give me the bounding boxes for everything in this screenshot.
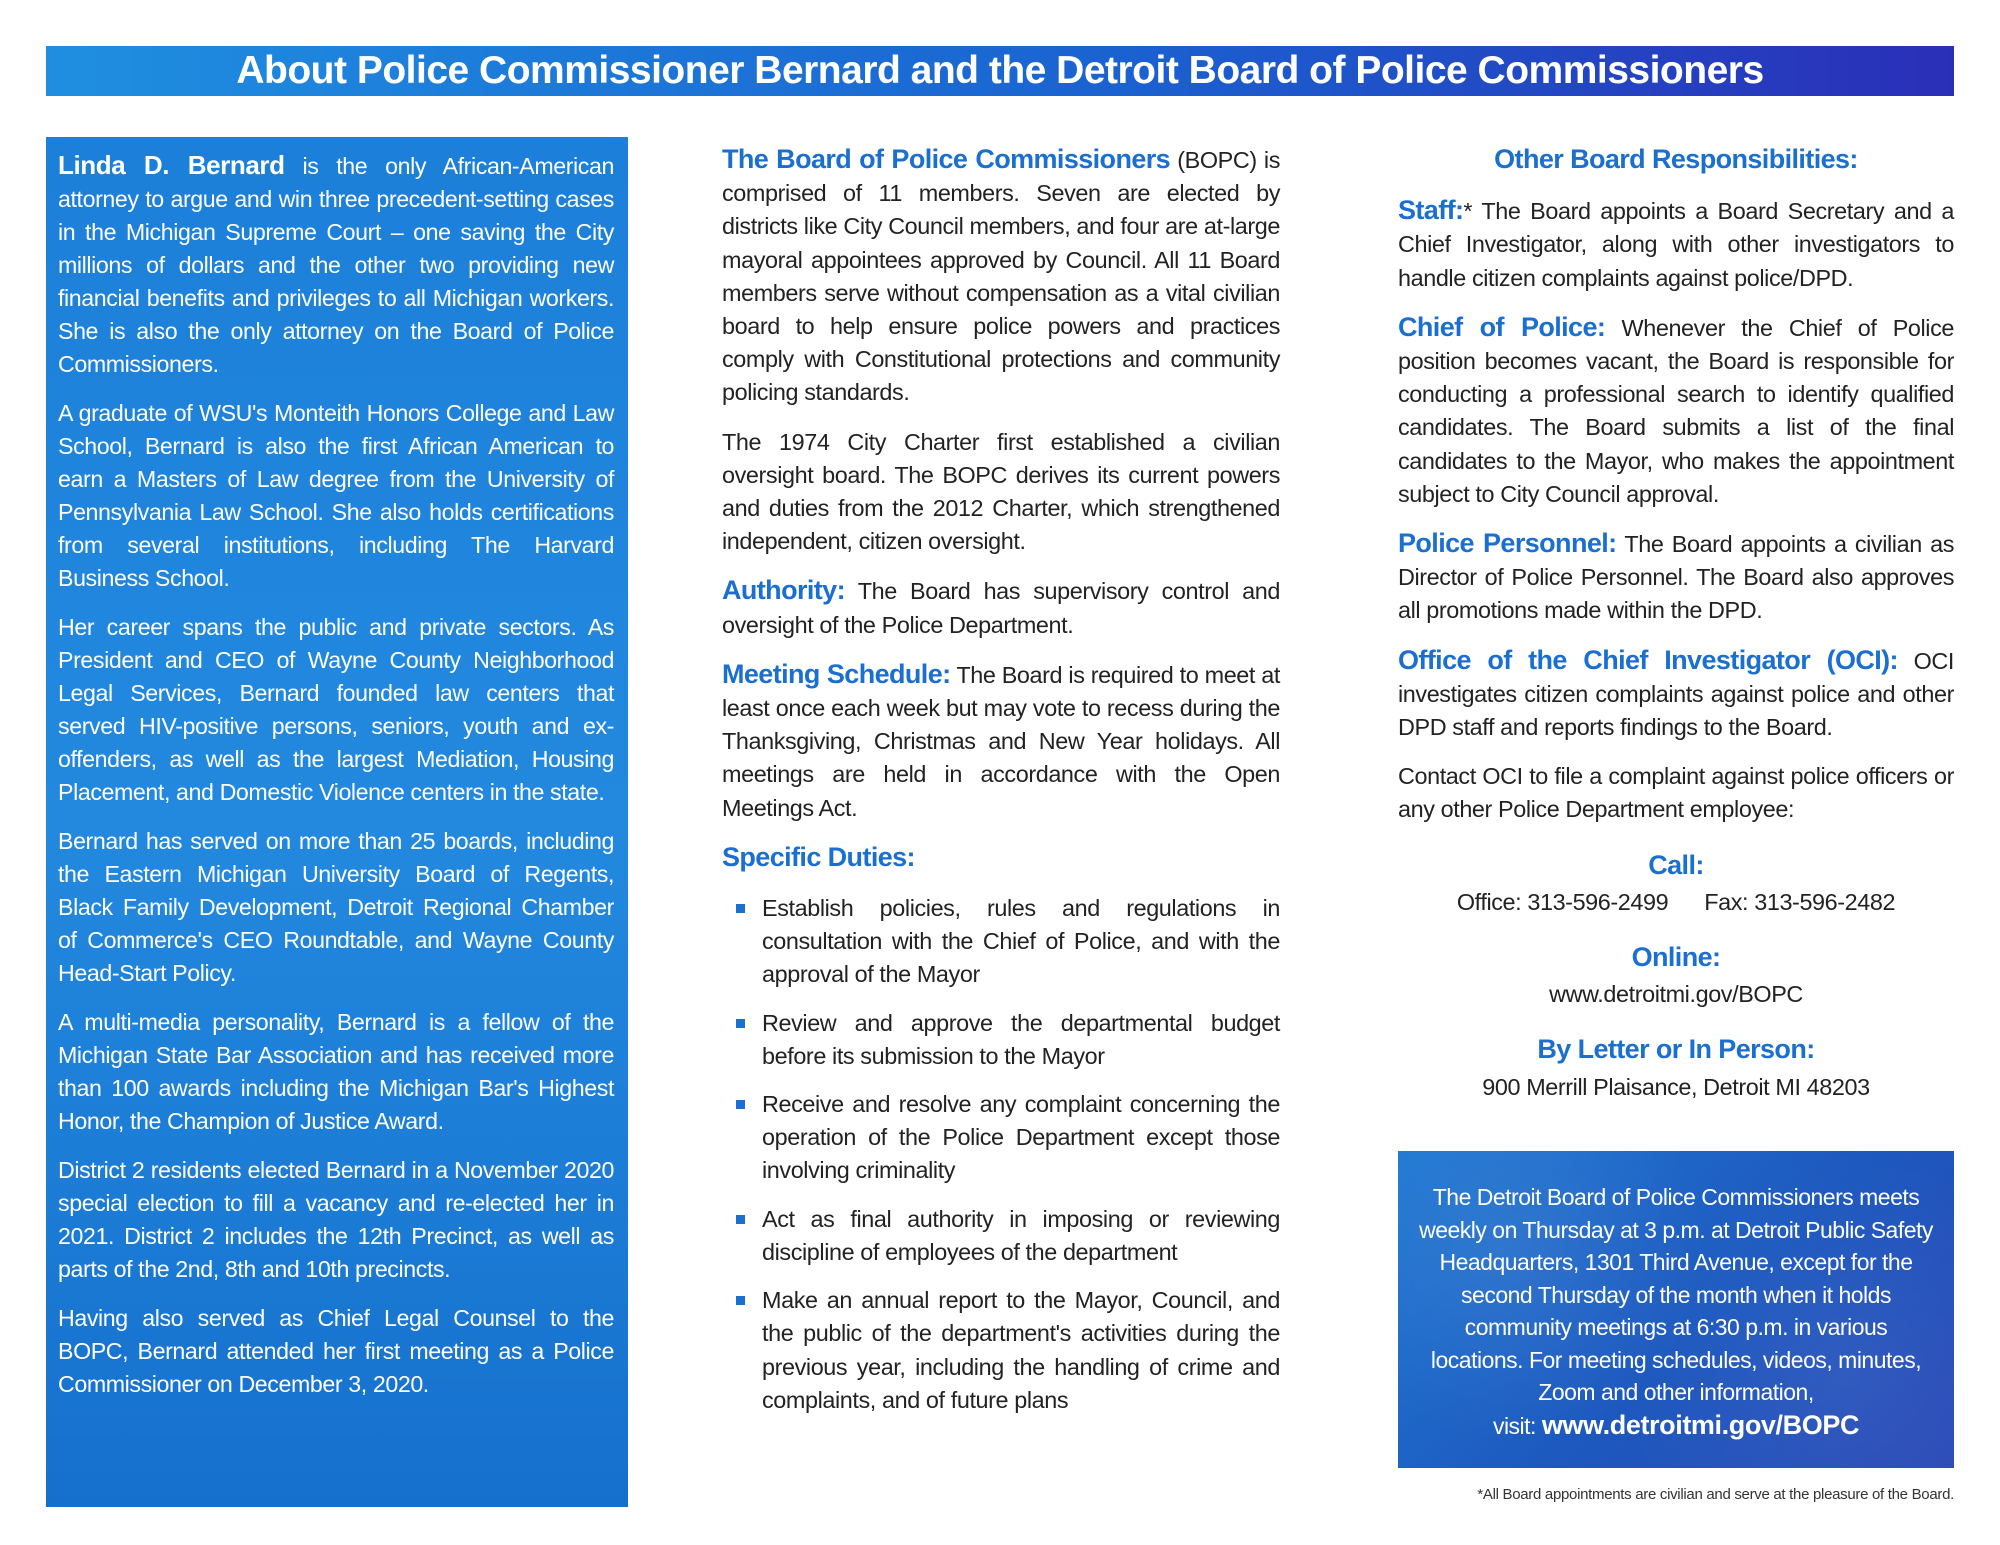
duty-text: Act as final authority in imposing or reviewing discipline of employees of the department (762, 1205, 1280, 1265)
duty-text: Make an annual report to the Mayor, Council, and the public of the department's activities during the previous year, including the handling of crime and complaints, and of future plans (762, 1287, 1280, 1413)
duty-text: Establish policies, rules and regulations in consultation with the Chief of Police, and with the approval of the Mayor (762, 895, 1280, 988)
contact-block (1398, 849, 1954, 1104)
bullet-icon (736, 1215, 745, 1224)
bopc-description (722, 143, 1280, 410)
online-heading: Online: (1631, 942, 1721, 973)
list-item (732, 892, 1280, 992)
call-heading: Call: (1648, 849, 1704, 880)
bio-paragraph-education: A graduate of WSU's Monteith Honors College and Law School, Bernard is also the first African American to earn a Masters of Law degree from the University of Pennsylvania Law School. She also holds certifications from several institutions, including The Harvard Business School. (58, 400, 614, 591)
notice-link[interactable]: www.detroitmi.gov/BOPC (1541, 1409, 1860, 1440)
oci-heading: Office of the Chief Investigator (OCI): (1398, 644, 1898, 675)
bullet-icon (736, 1019, 745, 1028)
duties-list (732, 892, 1280, 1417)
staff-text: * The Board appoints a Board Secretary and a Chief Investigator, along with other investigators to handle citizen complaints against police/DPD. (1398, 198, 1954, 291)
bio-paragraph-counsel: Having also served as Chief Legal Counsel to the BOPC, Bernard attended her first meeting as a Police Commissioner on December 3, 2020. (58, 1305, 614, 1397)
bio-paragraph-election: District 2 residents elected Bernard in a November 2020 special election to fill a vacancy and re-elected her in 2021. District 2 includes the 12th Precinct, as well as parts of the 2nd, 8th and 10th precincts. (58, 1157, 614, 1282)
personnel-heading: Police Personnel: (1398, 528, 1617, 559)
authority-paragraph (722, 574, 1280, 641)
chief-text: Whenever the Chief of Police position becomes vacant, the Board is responsible for conducting a professional search to identify qualified candidates. The Board submits a list of the final candidates to the Mayor, who makes the appointment subject to City Council approval. (1398, 314, 1954, 507)
fax-number: Fax: 313-596-2482 (1704, 888, 1896, 915)
bopc-heading: The Board of Police Commissioners (722, 144, 1171, 174)
bullet-icon (736, 904, 745, 913)
notice-visit-line (1416, 1409, 1936, 1443)
meeting-schedule-text: The Board is required to meet at least once each week but may vote to recess during the Thanksgiving, Christmas and New Year holidays. All meetings are held in accordance with the Open Meetings Act. (722, 661, 1280, 821)
responsibilities-heading: Other Board Responsibilities: (1494, 144, 1858, 174)
contact-intro: Contact OCI to file a complaint against police officers or any other Police Department employee: (1398, 763, 1954, 823)
duty-text: Receive and resolve any complaint concerning the operation of the Police Department except those involving criminality (762, 1091, 1280, 1184)
staff-heading: Staff: (1398, 195, 1464, 226)
notice-text: The Detroit Board of Police Commissioners meets weekly on Thursday at 3 p.m. at Detroit Public Safety Headquarters, 1301 Third Avenue, except for the second Thursday of the month when it holds community meetings at 6:30 p.m. in various locations. For meeting schedules, videos, minutes, Zoom and other information, (1419, 1184, 1933, 1405)
bio-paragraph-boards: Bernard has served on more than 25 boards, including the Eastern Michigan University Board of Regents, Black Family Development, Detroit Regional Chamber of Commerce's CEO Roundtable, and Wayne County Head-Start Policy. (58, 828, 614, 986)
list-item (732, 1203, 1280, 1269)
bopc-text: (BOPC) is comprised of 11 members. Seven are elected by districts like City Council members, and four are at-large mayoral appointees approved by Council. All 11 Board members serve without compensation as a vital civilian board to help ensure police powers and practices comply with Constitutional protections and community policing standards. (722, 147, 1280, 406)
office-phone[interactable]: Office: 313-596-2499 (1456, 888, 1669, 915)
letter-heading: By Letter or In Person: (1537, 1034, 1815, 1065)
bio-paragraph-intro (58, 149, 614, 381)
online-link[interactable]: www.detroitmi.gov/BOPC (1549, 981, 1803, 1008)
bio-intro-text: is the only African-American attorney to argue and win three precedent-setting cases in the Michigan Supreme Court – one saving the City millions of dollars and the other two providing new financial benefits and privileges to all Michigan workers. She is also the only attorney on the Board of Police Commissioners. (58, 153, 614, 377)
board-info-column (722, 143, 1280, 1432)
bullet-icon (736, 1100, 745, 1109)
duty-text: Review and approve the departmental budget before its submission to the Mayor (762, 1009, 1280, 1069)
meeting-notice-box (1398, 1151, 1954, 1468)
oci-paragraph (1398, 644, 1954, 745)
meeting-schedule-paragraph (722, 658, 1280, 825)
bullet-icon (736, 1296, 745, 1305)
address: 900 Merrill Plaisance, Detroit MI 48203 (1482, 1073, 1870, 1100)
authority-text: The Board has supervisory control and oversight of the Police Department. (722, 578, 1280, 638)
list-item (732, 1284, 1280, 1417)
bio-paragraph-career: Her career spans the public and private sectors. As President and CEO of Wayne County Neighborhood Legal Services, Bernard founded law centers that served HIV-positive persons, seniors, youth and ex-offenders, as well as the largest Mediation, Housing Placement, and Domestic Violence centers in the state. (58, 614, 614, 805)
bio-panel (46, 137, 628, 1507)
notice-visit-label: visit: (1492, 1412, 1542, 1439)
footnote: *All Board appointments are civilian and serve at the pleasure of the Board. (1477, 1486, 1954, 1503)
list-item (732, 1007, 1280, 1073)
bio-paragraph-awards: A multi-media personality, Bernard is a fellow of the Michigan State Bar Association and has received more than 100 awards including the Michigan Bar's Highest Honor, the Champion of Justice Award. (58, 1009, 614, 1134)
meeting-schedule-heading: Meeting Schedule: (722, 658, 951, 689)
authority-heading: Authority: (722, 575, 845, 606)
list-item (732, 1088, 1280, 1188)
chief-heading: Chief of Police: (1398, 311, 1606, 342)
chief-paragraph (1398, 311, 1954, 511)
commissioner-name: Linda D. Bernard (58, 150, 285, 180)
responsibilities-column (1398, 143, 1954, 1104)
charter-paragraph: The 1974 City Charter first established a civilian oversight board. The BOPC derives its current powers and duties from the 2012 Charter, which strengthened independent, citizen oversight. (722, 428, 1280, 555)
personnel-paragraph (1398, 527, 1954, 628)
phone-line (1398, 886, 1954, 919)
page-title: About Police Commissioner Bernard and the Detroit Board of Police Commissioners (46, 46, 1954, 96)
specific-duties-heading: Specific Duties: (722, 841, 915, 872)
personnel-text: The Board appoints a civilian as Director of Police Personnel. The Board also approves all promotions made within the DPD. (1398, 531, 1954, 624)
oci-text: OCI investigates citizen complaints against police and other DPD staff and reports findings to the Board. (1398, 647, 1955, 741)
staff-paragraph (1398, 194, 1954, 295)
